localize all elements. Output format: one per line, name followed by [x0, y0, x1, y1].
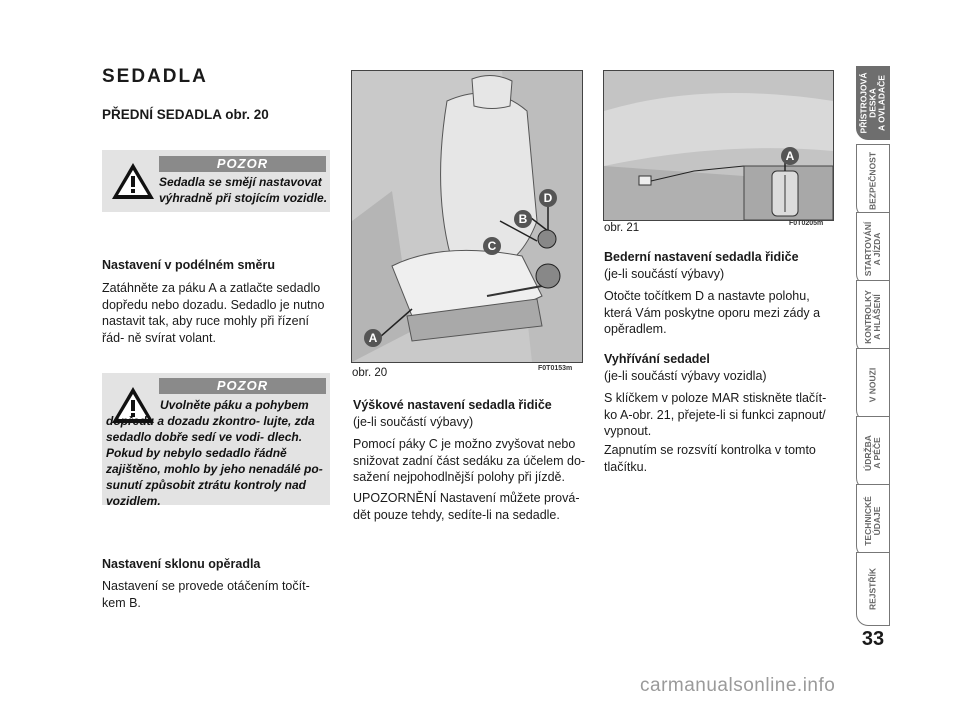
tab-technicke-udaje[interactable]: [856, 484, 890, 558]
figure-caption: obr. 20: [352, 367, 388, 379]
tab-startovani[interactable]: [856, 212, 890, 286]
label-a: A: [364, 329, 382, 347]
tab-label: V NOUZI: [867, 367, 878, 403]
backrest-text: Nastavení se provede otáčením točít- kem B.: [102, 579, 310, 610]
tab-kontrolky[interactable]: [856, 280, 890, 354]
heating-note: (je-li součástí výbavy vozidla): [604, 369, 767, 383]
tab-v-nouzi[interactable]: [856, 348, 890, 422]
lumbar-note: (je-li součástí výbavy): [604, 267, 725, 281]
figure-ref: obr. 20: [225, 107, 269, 122]
tab-label: REJSTŘÍK: [867, 567, 878, 611]
tab-pristrojova-deska[interactable]: [856, 66, 890, 140]
label-b: B: [514, 210, 532, 228]
watermark: carmanualsonline.info: [640, 675, 836, 696]
console-illustration: [604, 71, 833, 220]
page-number: 33: [861, 628, 885, 650]
tab-label: PŘÍSTROJOVÁ DESKA A OVLADAČE: [858, 72, 887, 134]
figure-20: [351, 70, 583, 363]
figure-caption-21: obr. 21: [604, 222, 640, 234]
section-heading: [102, 107, 269, 122]
tab-udrzba[interactable]: [856, 416, 890, 490]
backrest-heading: Nastavení sklonu opěradla: [102, 557, 261, 571]
longitudinal-heading: Nastavení v podélném směru: [102, 258, 275, 272]
label-c: C: [483, 237, 501, 255]
warning-box-1: [102, 150, 330, 212]
height-warning: [353, 490, 587, 523]
lumbar-text: Otočte točítkem D a nastavte polohu, která Vám poskytne oporu mezi zády a opěradlem.: [604, 289, 821, 336]
warning-label: POZOR: [159, 378, 326, 394]
figure-code: F0T0153m: [538, 365, 573, 372]
label-d: D: [539, 189, 557, 207]
warning-box-2: [102, 373, 330, 508]
warning-label: POZOR: [159, 156, 326, 172]
height-note: (je-li součástí výbavy): [353, 415, 474, 429]
longitudinal-text: Zatáhněte za páku A a zatlačte sedadlo dopředu nebo dozadu. Sedadlo je nutno nastavit tak, aby ruce mohly při řízení řád- ně svírat volant.: [102, 281, 325, 345]
figure-code-21: F0T0205m: [789, 220, 824, 227]
tab-label: TECHNICKÉ ÚDAJE: [863, 496, 882, 546]
label-a-fig21: A: [781, 147, 799, 165]
tab-rejstrik[interactable]: [856, 552, 890, 626]
height-warning-text: Nastavení můžete prová- dět pouze tehdy, sedíte-li na sedadle.: [353, 491, 580, 522]
warning-text: Sedadla se smějí nastavovat výhradně při stojícím vozidle.: [159, 175, 328, 205]
warning-triangle-icon: [110, 161, 156, 201]
tab-bezpecnost[interactable]: [856, 144, 890, 218]
height-warning-label: UPOZORNĚNÍ: [353, 491, 437, 505]
figure-21: [603, 70, 834, 221]
lumbar-heading: Bederní nastavení sedadla řidiče: [604, 250, 799, 264]
page-title: SEDADLA: [102, 66, 208, 87]
section-heading-text: PŘEDNÍ SEDADLA: [102, 107, 222, 122]
heating-text-1: S klíčkem v poloze MAR stiskněte tlačít- ko A-obr. 21, přejete-li si funkci zapnout/ vypnout.: [604, 391, 827, 438]
warning-text: Uvolněte páku a pohybem dopředu a dozadu zkontro- lujte, zda sedadlo dobře sedí ve vodi- dlech. Pokud by nebylo sedadlo řádně zajištěno, mohlo by jeho nenadálé po- sunutí způsobit ztrátu kontroly nad vozidlem.: [106, 398, 323, 508]
tab-label: KONTROLKY A HLÁŠENÍ: [863, 290, 882, 344]
tab-label: STARTOVÁNÍ A JÍZDA: [863, 221, 882, 277]
height-text: Pomocí páky C je možno zvyšovat nebo snižovat zadní část sedáku za účelem do- sažení nejpohodlnější polohy při jízdě.: [353, 437, 586, 484]
tab-label: ÚDRŽBA A PÉČE: [863, 435, 882, 471]
height-heading: Výškové nastavení sedadla řidiče: [353, 398, 552, 412]
heating-heading: Vyhřívání sedadel: [604, 352, 710, 366]
heating-text-2: Zapnutím se rozsvítí kontrolka v tomto tlačítku.: [604, 443, 816, 474]
tab-label: BEZPEČNOST: [867, 151, 878, 211]
seat-illustration: [352, 71, 582, 362]
